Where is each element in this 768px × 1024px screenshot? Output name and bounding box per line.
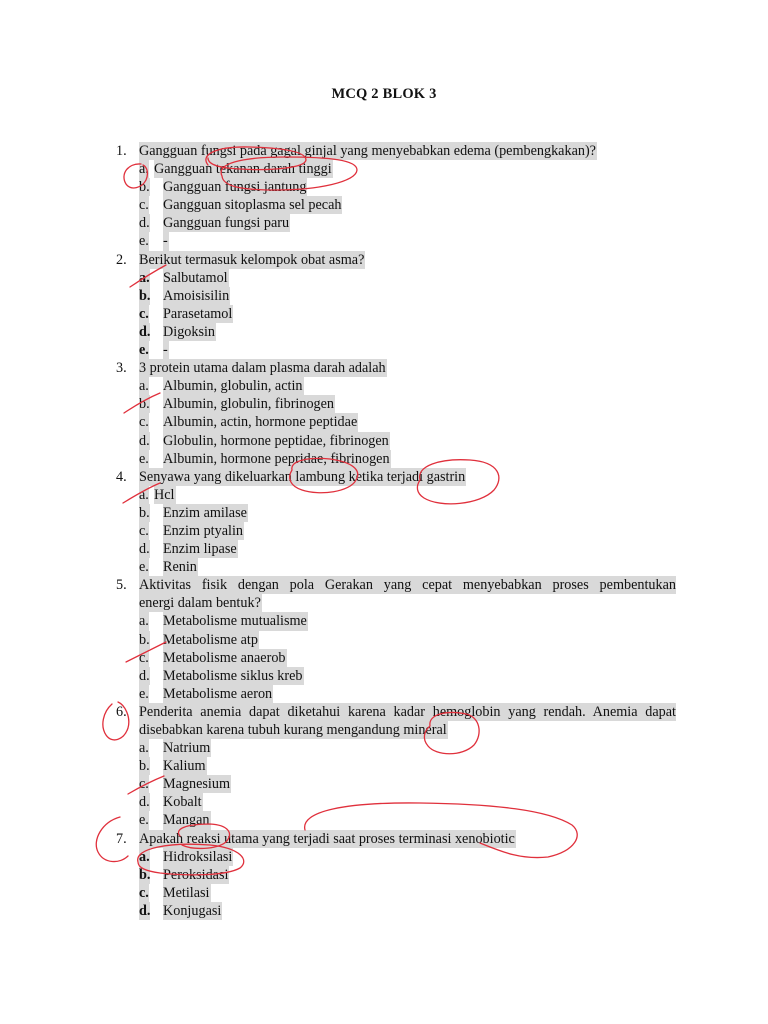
option-7b <box>116 866 676 884</box>
option-2d <box>116 323 676 341</box>
option-2a <box>116 269 676 287</box>
option-letter: a. <box>139 161 149 178</box>
option-5e <box>116 685 676 703</box>
option-letter: c. <box>139 649 149 666</box>
option-letter: c. <box>139 197 149 214</box>
option-letter: a. <box>139 378 149 395</box>
question-2 <box>116 251 676 269</box>
option-letter: b. <box>139 758 150 775</box>
option-letter: e. <box>139 233 149 250</box>
option-letter: b. <box>139 396 150 413</box>
question-number: 1. <box>116 143 127 159</box>
option-text: Metabolisme mutualisme <box>163 613 307 630</box>
question-1 <box>116 142 676 160</box>
option-1a <box>116 160 676 178</box>
option-6e <box>116 811 676 829</box>
option-letter: e. <box>139 342 149 359</box>
option-letter: b. <box>139 504 150 521</box>
question-text: disebabkan karena tubuh kurang mengandung mineral <box>139 722 447 738</box>
question-text: Penderita anemia dapat diketahui karena kadar hemoglobin yang rendah. Anemia dapat <box>139 703 676 720</box>
option-7d <box>116 902 676 920</box>
option-text: Digoksin <box>163 323 216 340</box>
option-1c <box>116 196 676 214</box>
question-text: 3 protein utama dalam plasma darah adalah <box>139 360 386 377</box>
question-text: Senyawa yang dikeluarkan lambung ketika terjadi gastrin <box>139 468 466 485</box>
option-letter: a. <box>139 848 150 865</box>
option-4c <box>116 522 676 540</box>
option-text: Kalium <box>163 758 206 775</box>
option-text: Magnesium <box>163 776 230 793</box>
option-letter: d. <box>139 667 150 684</box>
option-4d <box>116 540 676 558</box>
question-list <box>116 142 676 920</box>
question-4 <box>116 468 676 486</box>
option-letter: d. <box>139 902 151 919</box>
option-text: Gangguan tekanan darah tinggi <box>154 161 332 178</box>
option-text: Mangan <box>163 812 210 829</box>
question-number: 4. <box>116 468 127 485</box>
option-text: Peroksidasi <box>163 866 229 883</box>
option-text: Amoisisilin <box>163 287 230 304</box>
question-3 <box>116 359 676 377</box>
option-6a <box>116 739 676 757</box>
option-text: Gangguan fungsi paru <box>163 215 290 232</box>
question-5-cont <box>116 594 676 612</box>
option-1e <box>116 232 676 250</box>
option-6d <box>116 793 676 811</box>
question-text: Apakah reaksi utama yang terjadi saat proses terminasi xenobiotic <box>139 830 515 847</box>
option-7c <box>116 884 676 902</box>
option-letter: e. <box>139 685 149 702</box>
option-letter: b. <box>139 631 150 648</box>
option-letter: e. <box>139 559 149 576</box>
option-text: Metabolisme aeron <box>163 685 273 702</box>
option-5b <box>116 631 676 649</box>
option-letter: b. <box>139 287 151 304</box>
question-text: Berikut termasuk kelompok obat asma? <box>139 251 365 268</box>
option-letter: b. <box>139 866 151 883</box>
option-4e <box>116 558 676 576</box>
option-text: Enzim ptyalin <box>163 522 243 539</box>
option-letter: d. <box>139 432 150 449</box>
question-6-cont <box>116 721 676 739</box>
option-text: Albumin, hormone pepridae, fibrinogen <box>163 450 390 467</box>
option-letter: d. <box>139 794 150 811</box>
option-letter: e. <box>139 812 149 829</box>
option-letter: c. <box>139 884 149 901</box>
option-5d <box>116 667 676 685</box>
option-5a <box>116 612 676 630</box>
option-text: Globulin, hormone peptidae, fibrinogen <box>163 432 389 449</box>
option-letter: d. <box>139 323 151 340</box>
question-number: 5. <box>116 577 127 594</box>
option-letter: c. <box>139 776 149 793</box>
option-3e <box>116 450 676 468</box>
option-text: Albumin, globulin, fibrinogen <box>163 396 335 413</box>
option-2e <box>116 341 676 359</box>
question-7 <box>116 830 676 848</box>
question-number: 7. <box>116 830 127 847</box>
option-letter: c. <box>139 305 149 322</box>
option-1d <box>116 214 676 232</box>
option-letter: e. <box>139 450 149 467</box>
option-4a <box>116 486 676 504</box>
option-text: Hcl <box>154 486 175 503</box>
option-text: Metabolisme atp <box>163 631 258 648</box>
option-3d <box>116 432 676 450</box>
question-number: 6. <box>116 703 127 720</box>
option-letter: c. <box>139 522 149 539</box>
option-text: Gangguan sitoplasma sel pecah <box>163 197 342 214</box>
question-text: Aktivitas fisik dengan pola Gerakan yang cepat menyebabkan proses pembentukan <box>139 577 676 594</box>
question-number: 3. <box>116 360 127 377</box>
question-text: Gangguan fungsi pada gagal ginjal yang menyebabkan edema (pembengkakan)? <box>139 143 596 159</box>
option-text: Metilasi <box>163 884 210 901</box>
option-text: Konjugasi <box>163 902 222 919</box>
option-letter: a. <box>139 486 149 503</box>
option-text: Natrium <box>163 740 211 757</box>
option-letter: c. <box>139 414 149 431</box>
option-7a <box>116 848 676 866</box>
option-text: Metabolisme siklus kreb <box>163 667 303 684</box>
option-6b <box>116 757 676 775</box>
option-letter: b. <box>139 179 150 196</box>
option-text: - <box>163 342 168 359</box>
option-3a <box>116 377 676 395</box>
option-letter: d. <box>139 541 150 558</box>
option-text: Albumin, globulin, actin <box>163 378 303 395</box>
option-2b <box>116 287 676 305</box>
option-3b <box>116 395 676 413</box>
option-text: Kobalt <box>163 794 202 811</box>
option-letter: a. <box>139 740 149 757</box>
option-text: - <box>163 233 168 250</box>
question-number: 2. <box>116 251 127 268</box>
option-5c <box>116 649 676 667</box>
option-letter: a. <box>139 269 150 286</box>
option-4b <box>116 504 676 522</box>
option-letter: a. <box>139 613 149 630</box>
option-6c <box>116 775 676 793</box>
option-3c <box>116 413 676 431</box>
option-letter: d. <box>139 215 150 232</box>
option-text: Albumin, actin, hormone peptidae <box>163 414 358 431</box>
option-text: Hidroksilasi <box>163 848 233 865</box>
option-text: Parasetamol <box>163 305 233 322</box>
question-text: energi dalam bentuk? <box>139 595 261 612</box>
option-text: Enzim amilase <box>163 504 247 521</box>
option-1b <box>116 178 676 196</box>
option-text: Salbutamol <box>163 269 228 286</box>
option-2c <box>116 305 676 323</box>
question-6 <box>116 703 676 721</box>
option-text: Gangguan fungsi jantung <box>163 179 307 196</box>
option-text: Renin <box>163 559 197 576</box>
option-text: Enzim lipase <box>163 541 237 558</box>
option-text: Metabolisme anaerob <box>163 649 286 666</box>
question-5 <box>116 576 676 594</box>
page-title: MCQ 2 BLOK 3 <box>331 86 437 102</box>
